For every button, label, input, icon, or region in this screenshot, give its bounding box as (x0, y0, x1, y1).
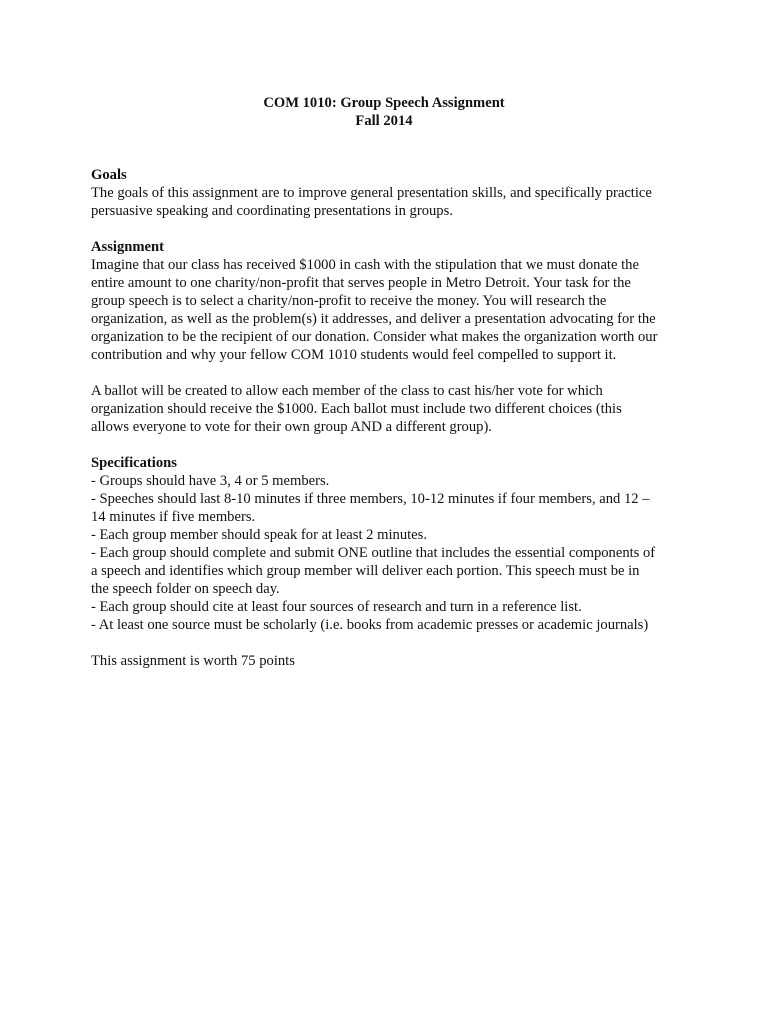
assignment-paragraph-1 (91, 256, 691, 364)
specification-line: - At least one source must be scholarly (i.e. books from academic presses or academic journals) (91, 617, 649, 633)
specifications-section (91, 454, 691, 634)
assignment-section (91, 238, 691, 436)
assignment-line: Imagine that our class has received $1000 in cash with the stipulation that we must donate the (91, 257, 639, 273)
assignment-line: organization to be the recipient of our donation. Consider what makes the organization worth our (91, 329, 658, 345)
ballot-line: A ballot will be created to allow each member of the class to cast his/her vote for which (91, 383, 603, 399)
specification-line: - Each group member should speak for at least 2 minutes. (91, 527, 427, 543)
document-title: COM 1010: Group Speech Assignment (263, 95, 505, 111)
goals-line: The goals of this assignment are to improve general presentation skills, and specifically practice (91, 185, 652, 201)
specification-line: - Each group should complete and submit ONE outline that includes the essential components of (91, 545, 656, 561)
goals-section (91, 166, 691, 220)
assignment-line: group speech is to select a charity/non-profit to receive the money. You will research the (91, 293, 607, 309)
specification-line: 14 minutes if five members. (91, 509, 256, 525)
ballot-line: organization should receive the $1000. Each ballot must include two different choices (this (91, 401, 622, 417)
specification-line: - Each group should cite at least four sources of research and turn in a reference list. (91, 599, 582, 615)
specification-line: - Speeches should last 8-10 minutes if three members, 10-12 minutes if four members, and 12 – (91, 491, 650, 507)
specification-line: - Groups should have 3, 4 or 5 members. (91, 473, 330, 489)
specifications-heading: Specifications (91, 455, 177, 471)
goals-heading: Goals (91, 167, 127, 183)
ballot-line: allows everyone to vote for their own group AND a different group). (91, 419, 492, 435)
assignment-line: organization, as well as the problem(s) it addresses, and deliver a presentation advocating for the (91, 311, 656, 327)
assignment-paragraph-2 (91, 382, 691, 436)
specification-line: the speech folder on speech day. (91, 581, 280, 597)
document-term: Fall 2014 (355, 113, 413, 129)
document-page (91, 94, 691, 670)
assignment-line: entire amount to one charity/non-profit that serves people in Metro Detroit. Your task for the (91, 275, 631, 291)
goals-line: persuasive speaking and coordinating presentations in groups. (91, 203, 453, 219)
title-block (91, 94, 677, 130)
assignment-heading: Assignment (91, 239, 164, 255)
points-note: This assignment is worth 75 points (91, 653, 295, 669)
assignment-line: contribution and why your fellow COM 1010 students would feel compelled to support it. (91, 347, 617, 363)
specification-line: a speech and identifies which group member will deliver each portion. This speech must be in (91, 563, 640, 579)
